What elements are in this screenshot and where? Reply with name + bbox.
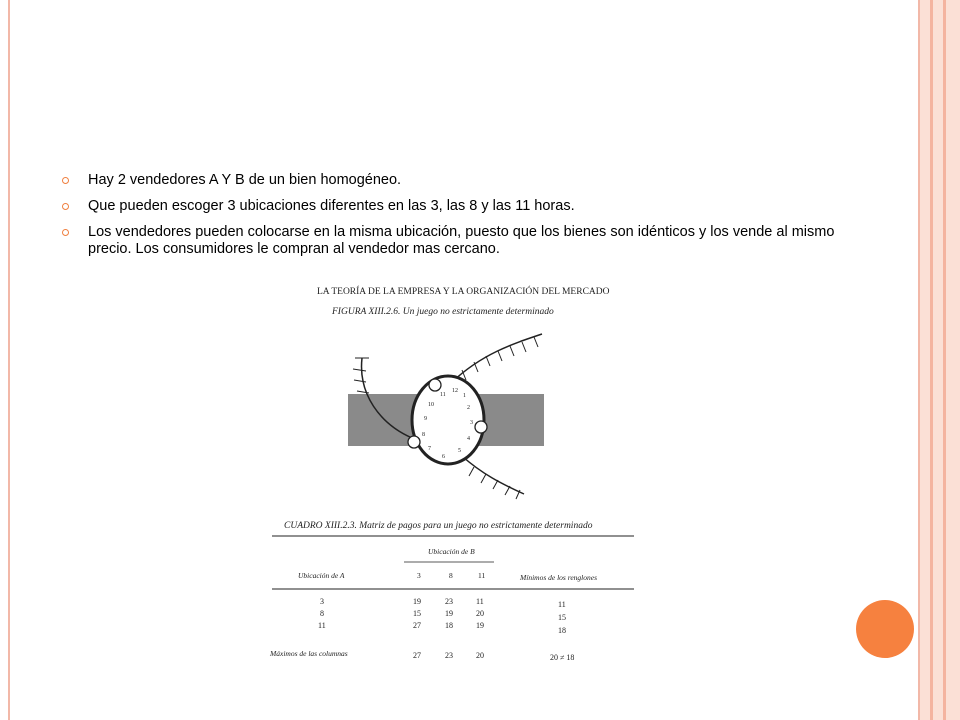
svg-text:15: 15 bbox=[413, 609, 421, 618]
clock-circle bbox=[412, 376, 484, 464]
svg-text:19: 19 bbox=[445, 609, 453, 618]
table-row bbox=[320, 597, 566, 609]
svg-text:5: 5 bbox=[458, 448, 461, 454]
svg-text:11: 11 bbox=[476, 597, 484, 606]
svg-text:10: 10 bbox=[428, 402, 434, 408]
svg-text:19: 19 bbox=[413, 597, 421, 606]
bullet-item bbox=[62, 172, 862, 189]
svg-text:1: 1 bbox=[463, 393, 466, 399]
svg-text:6: 6 bbox=[442, 454, 445, 460]
bullet-list bbox=[62, 172, 862, 267]
bullet-icon bbox=[62, 203, 69, 210]
svg-text:19: 19 bbox=[476, 621, 484, 630]
svg-text:18: 18 bbox=[445, 621, 453, 630]
svg-text:4: 4 bbox=[467, 436, 470, 442]
svg-text:12: 12 bbox=[452, 388, 458, 394]
svg-text:18: 18 bbox=[558, 626, 566, 635]
svg-text:3: 3 bbox=[470, 420, 473, 426]
svg-text:8: 8 bbox=[320, 609, 324, 618]
svg-text:11: 11 bbox=[318, 621, 326, 630]
bullet-item bbox=[62, 198, 862, 215]
svg-text:8: 8 bbox=[422, 432, 425, 438]
svg-text:20: 20 bbox=[476, 609, 484, 618]
bullet-icon bbox=[62, 177, 69, 184]
svg-text:11: 11 bbox=[558, 600, 566, 609]
col-group-header: Ubicación de B bbox=[428, 547, 475, 556]
seller-marker-11 bbox=[429, 379, 441, 391]
svg-text:9: 9 bbox=[424, 416, 427, 422]
decorative-stripes bbox=[920, 0, 960, 720]
bullet-text: Los vendedores pueden colocarse en la misma ubicación, puesto que los bienes son idénticos y los vende al mismo precio. Los consumidores le compran al vendedor mas cercano. bbox=[88, 224, 835, 257]
svg-text:23: 23 bbox=[445, 597, 453, 606]
svg-text:3: 3 bbox=[320, 597, 324, 606]
bullet-text: Hay 2 vendedores A Y B de un bien homogéneo. bbox=[88, 172, 402, 188]
svg-text:7: 7 bbox=[428, 446, 431, 452]
top-road-ticks bbox=[462, 337, 538, 380]
seller-marker-3 bbox=[475, 421, 487, 433]
table-row bbox=[320, 609, 566, 622]
col-header: 3 bbox=[417, 571, 421, 580]
svg-text:27: 27 bbox=[413, 621, 421, 630]
scan-header: LA TEORÍA DE LA EMPRESA Y LA ORGANIZACIÓN DEL MERCADO bbox=[317, 287, 610, 297]
svg-text:11: 11 bbox=[440, 392, 446, 398]
svg-text:20 ≠ 18: 20 ≠ 18 bbox=[550, 653, 575, 662]
bullet-text: Que pueden escoger 3 ubicaciones diferentes en las 3, las 8 y las 11 horas. bbox=[88, 198, 575, 214]
min-header: Mínimos de los renglones bbox=[520, 573, 598, 582]
svg-text:23: 23 bbox=[445, 651, 453, 660]
svg-text:27: 27 bbox=[413, 651, 421, 660]
decorative-circle bbox=[856, 600, 914, 658]
table-caption: CUADRO XIII.2.3. Matriz de pagos para un juego no estrictamente determinado bbox=[284, 521, 593, 531]
scanned-figure bbox=[262, 274, 648, 670]
row-header: Ubicación de A bbox=[298, 571, 345, 580]
top-road bbox=[452, 334, 542, 382]
col-header: 8 bbox=[449, 571, 453, 580]
col-header: 11 bbox=[478, 571, 486, 580]
svg-text:20: 20 bbox=[476, 651, 484, 660]
figure-caption: FIGURA XIII.2.6. Un juego no estrictamente determinado bbox=[332, 307, 554, 317]
bullet-item bbox=[62, 224, 862, 258]
bottom-road-ticks bbox=[469, 467, 520, 499]
bullet-icon bbox=[62, 229, 69, 236]
table-max-row bbox=[269, 649, 574, 662]
table-row bbox=[318, 621, 566, 635]
svg-text:Máximos de las columnas: Máximos de las columnas bbox=[270, 649, 348, 658]
seller-marker-8 bbox=[408, 436, 420, 448]
svg-text:15: 15 bbox=[558, 613, 566, 622]
svg-text:2: 2 bbox=[467, 405, 470, 411]
